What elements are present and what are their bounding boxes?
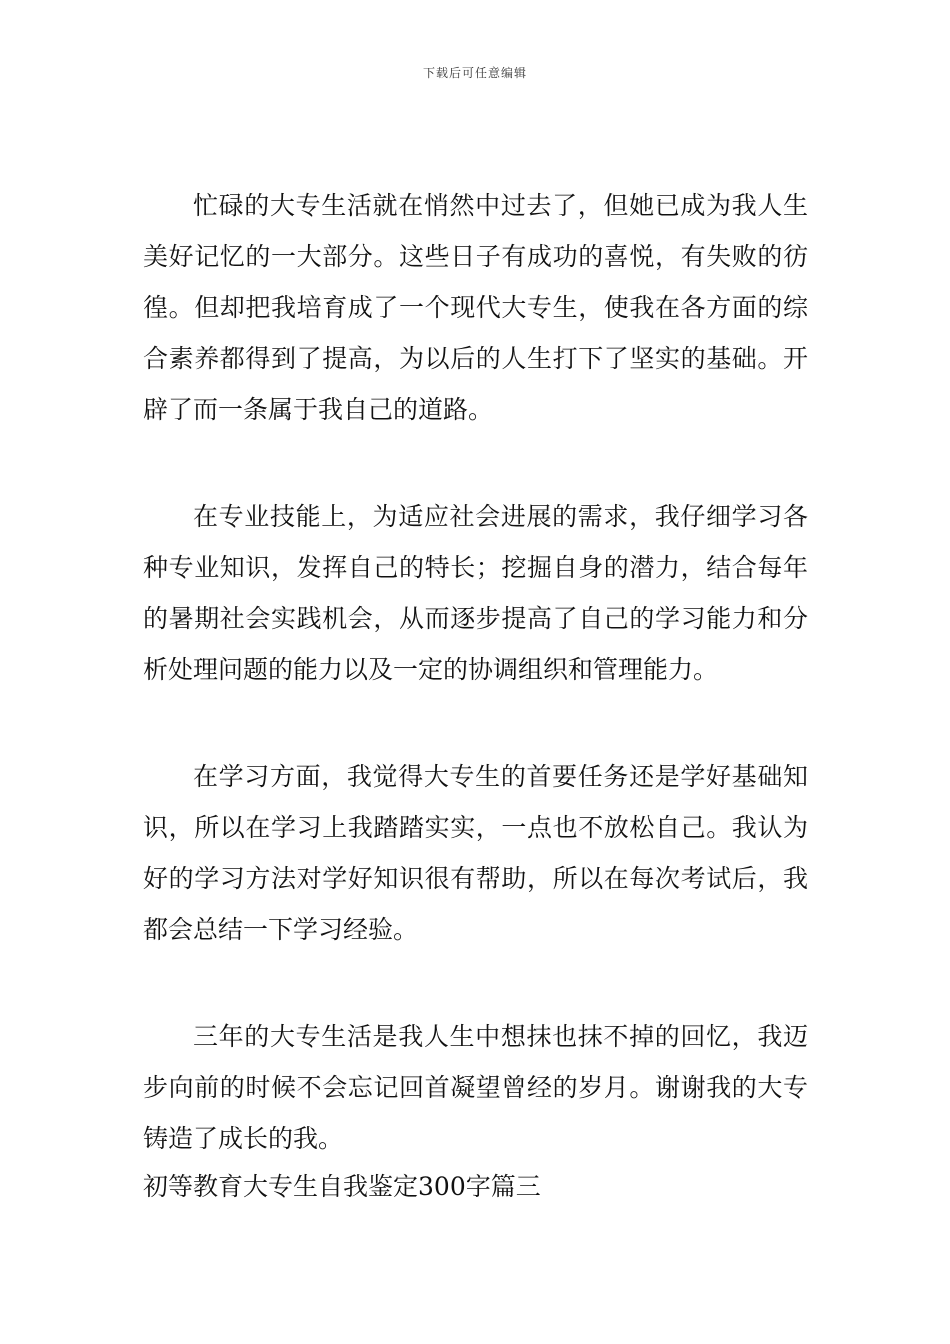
paragraph-spacer [143,435,808,491]
page-header: 下载后可任意编辑 [422,66,527,80]
document-body [143,180,808,1210]
paragraph-4: 三年的大专生活是我人生中想抹也抹不掉的回忆，我迈步向前的时候不会忘记回首凝望曾经的岁月。谢谢我的大专铸造了成长的我。 [143,1022,808,1153]
paragraph-2: 在专业技能上，为适应社会进展的需求，我仔细学习各种专业知识，发挥自己的特长；挖掘自身的潜力，结合每年的暑期社会实践机会，从而逐步提高了自己的学习能力和分析处理问题的能力以及一定的协调组织和管理能力。 [143,502,808,684]
paragraph-3: 在学习方面，我觉得大专生的首要任务还是学好基础知识，所以在学习上我踏踏实实，一点也不放松自己。我认为好的学习方法对学好知识很有帮助，所以在每次考试后，我都会总结一下学习经验。 [143,762,808,944]
paragraph-1: 忙碌的大专生活就在悄然中过去了，但她已成为我人生美好记忆的一大部分。这些日子有成功的喜悦，有失败的彷徨。但却把我培育成了一个现代大专生，使我在各方面的综合素养都得到了提高，为以后的人生打下了坚实的基础。开辟了而一条属于我自己的道路。 [143,191,808,424]
section-heading: 初等教育大专生自我鉴定300字篇三 [143,1172,541,1201]
paragraph-spacer [143,695,808,751]
paragraph-spacer [143,955,808,1011]
